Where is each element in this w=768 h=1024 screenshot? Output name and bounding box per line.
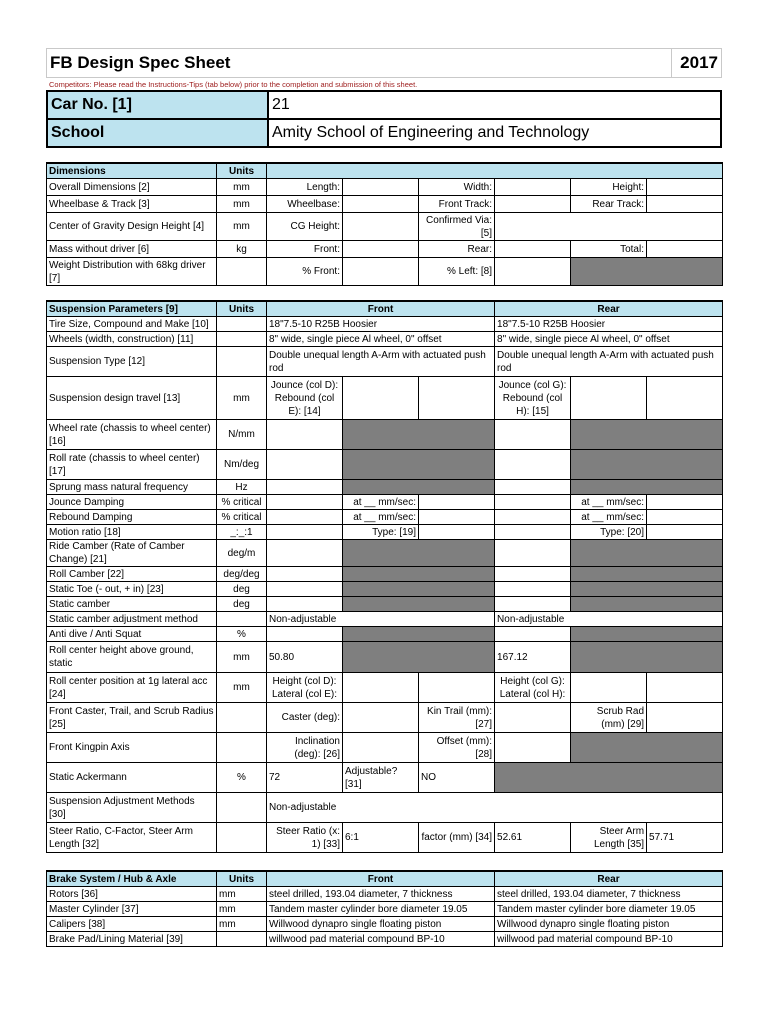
- row-unit: [217, 347, 267, 377]
- table-row: [47, 540, 723, 567]
- row-unit: kg: [217, 241, 267, 258]
- row-unit: mm: [217, 377, 267, 420]
- c-factor-value[interactable]: 52.61: [495, 823, 571, 853]
- row-unit: mm: [217, 902, 267, 917]
- cell-input[interactable]: [495, 582, 571, 597]
- ackermann-value[interactable]: 72: [267, 763, 343, 793]
- front-value[interactable]: Tandem master cylinder bore diameter 19.05: [267, 902, 495, 917]
- row-label: Anti dive / Anti Squat: [47, 627, 217, 642]
- steer-arm-value[interactable]: 57.71: [647, 823, 723, 853]
- cell-input[interactable]: [267, 597, 343, 612]
- row-unit: mm: [217, 196, 267, 213]
- cell-input[interactable]: [647, 196, 723, 213]
- gray-fill: [343, 582, 495, 597]
- cell-label: Front:: [267, 241, 343, 258]
- cell-input[interactable]: [647, 510, 723, 525]
- cell-input[interactable]: [343, 241, 419, 258]
- rear-value[interactable]: steel drilled, 193.04 diameter, 7 thickness: [495, 887, 723, 902]
- front-header: Front: [267, 871, 495, 887]
- table-row: [47, 420, 723, 450]
- rear-header: Rear: [495, 301, 723, 317]
- cell-label: Type: [20]: [571, 525, 647, 540]
- cell-input[interactable]: [495, 213, 723, 241]
- table-row: [47, 733, 723, 763]
- table-row: [47, 932, 723, 947]
- cell-label: Jounce (col D): Rebound (col E): [14]: [267, 377, 343, 420]
- front-value[interactable]: willwood pad material compound BP-10: [267, 932, 495, 947]
- cell-input[interactable]: [343, 213, 419, 241]
- cell-label: at __ mm/sec:: [571, 495, 647, 510]
- school-label: School: [47, 119, 268, 147]
- row-unit: %: [217, 763, 267, 793]
- row-unit: mm: [217, 179, 267, 196]
- row-label: Center of Gravity Design Height [4]: [47, 213, 217, 241]
- front-value[interactable]: Willwood dynapro single floating piston: [267, 917, 495, 932]
- front-value[interactable]: Double unequal length A-Arm with actuated push rod: [267, 347, 495, 377]
- cell-label: Jounce (col G): Rebound (col H): [15]: [495, 377, 571, 420]
- cell-label: Length:: [267, 179, 343, 196]
- cell-input[interactable]: [495, 179, 571, 196]
- table-row: [47, 196, 723, 213]
- table-row: [47, 887, 723, 902]
- cell-label: % Left: [8]: [419, 258, 495, 286]
- row-unit: Nm/deg: [217, 450, 267, 480]
- cell-input[interactable]: [267, 420, 343, 450]
- front-value[interactable]: 50.80: [267, 642, 343, 673]
- row-unit: [217, 823, 267, 853]
- title-bar: [46, 48, 722, 78]
- rear-value[interactable]: 18"7.5-10 R25B Hoosier: [495, 317, 723, 332]
- sheet-year: 2017: [671, 49, 721, 77]
- front-value[interactable]: 18"7.5-10 R25B Hoosier: [267, 317, 495, 332]
- cell-input[interactable]: [495, 703, 571, 733]
- gray-fill: [343, 480, 495, 495]
- sheet-title: FB Design Spec Sheet: [50, 53, 231, 72]
- cell-input[interactable]: [495, 627, 571, 642]
- row-unit: [217, 703, 267, 733]
- table-row: [47, 917, 723, 932]
- suspension-title: Suspension Parameters [9]: [47, 301, 217, 317]
- cell-input[interactable]: [495, 480, 571, 495]
- cell-input[interactable]: [647, 673, 723, 703]
- gray-fill: [495, 763, 723, 793]
- row-label: Front Caster, Trail, and Scrub Radius [25]: [47, 703, 217, 733]
- gray-fill: [571, 258, 723, 286]
- table-row: [47, 567, 723, 582]
- cell-input[interactable]: [495, 525, 571, 540]
- cell-label: at __ mm/sec:: [571, 510, 647, 525]
- row-unit: [217, 793, 267, 823]
- gray-fill: [571, 420, 723, 450]
- table-row: [47, 332, 723, 347]
- rear-value[interactable]: willwood pad material compound BP-10: [495, 932, 723, 947]
- gray-fill: [571, 627, 723, 642]
- cell-input[interactable]: [495, 495, 571, 510]
- row-label: Wheelbase & Track [3]: [47, 196, 217, 213]
- cell-input[interactable]: [571, 377, 647, 420]
- cell-input[interactable]: [343, 733, 419, 763]
- row-unit: % critical: [217, 510, 267, 525]
- adjust-value[interactable]: Non-adjustable: [267, 793, 723, 823]
- row-label: Front Kingpin Axis: [47, 733, 217, 763]
- rear-value[interactable]: Double unequal length A-Arm with actuated push rod: [495, 347, 723, 377]
- cell-input[interactable]: [419, 377, 495, 420]
- cell-input[interactable]: [267, 627, 343, 642]
- row-label: Wheel rate (chassis to wheel center) [16]: [47, 420, 217, 450]
- row-label: Sprung mass natural frequency: [47, 480, 217, 495]
- row-unit: N/mm: [217, 420, 267, 450]
- front-header: Front: [267, 301, 495, 317]
- row-label: Brake Pad/Lining Material [39]: [47, 932, 217, 947]
- row-unit: deg/m: [217, 540, 267, 567]
- rear-value[interactable]: 8" wide, single piece Al wheel, 0" offset: [495, 332, 723, 347]
- row-unit: % critical: [217, 495, 267, 510]
- cell-input[interactable]: [495, 196, 571, 213]
- cell-input[interactable]: [267, 450, 343, 480]
- table-row: [47, 480, 723, 495]
- cell-input[interactable]: [343, 196, 419, 213]
- cell-label: Adjustable? [31]: [343, 763, 419, 793]
- cell-input[interactable]: [495, 258, 571, 286]
- row-label: Rebound Damping: [47, 510, 217, 525]
- row-unit: Hz: [217, 480, 267, 495]
- cell-input[interactable]: [647, 179, 723, 196]
- steer-ratio-value[interactable]: 6:1: [343, 823, 419, 853]
- cell-input[interactable]: [647, 703, 723, 733]
- table-row: [47, 763, 723, 793]
- row-label: Jounce Damping: [47, 495, 217, 510]
- cell-label: Height:: [571, 179, 647, 196]
- cell-label: CG Height:: [267, 213, 343, 241]
- cell-input[interactable]: [647, 525, 723, 540]
- table-row: [47, 179, 723, 196]
- identity-table: [46, 90, 722, 148]
- table-row: [47, 703, 723, 733]
- row-label: Master Cylinder [37]: [47, 902, 217, 917]
- cell-label: Height (col D): Lateral (col E):: [267, 673, 343, 703]
- cell-label: Caster (deg):: [267, 703, 343, 733]
- cell-input[interactable]: [495, 567, 571, 582]
- row-unit: _:_:1: [217, 525, 267, 540]
- row-label: Static camber adjustment method: [47, 612, 217, 627]
- row-unit: [217, 733, 267, 763]
- table-row: [47, 793, 723, 823]
- table-row: [47, 213, 723, 241]
- row-label: Calipers [38]: [47, 917, 217, 932]
- cell-input[interactable]: [267, 582, 343, 597]
- units-header: Units: [217, 301, 267, 317]
- table-row: [47, 902, 723, 917]
- gray-fill: [343, 540, 495, 567]
- instructions-note: Competitors: Please read the Instructions-Tips (tab below) prior to the completion and submission of this sheet.: [49, 80, 418, 89]
- row-unit: [217, 258, 267, 286]
- table-row: [47, 510, 723, 525]
- row-unit: deg/deg: [217, 567, 267, 582]
- row-label: Static camber: [47, 597, 217, 612]
- gray-fill: [571, 582, 723, 597]
- cell-input[interactable]: [267, 540, 343, 567]
- rear-value[interactable]: Tandem master cylinder bore diameter 19.05: [495, 902, 723, 917]
- row-unit: %: [217, 627, 267, 642]
- car-value[interactable]: 21: [268, 91, 721, 119]
- cell-label: Height (col G): Lateral (col H):: [495, 673, 571, 703]
- row-label: Motion ratio [18]: [47, 525, 217, 540]
- cell-label: % Front:: [267, 258, 343, 286]
- suspension-header: [47, 301, 723, 317]
- suspension-table: [46, 300, 723, 853]
- cell-input[interactable]: [647, 377, 723, 420]
- front-value[interactable]: 8" wide, single piece Al wheel, 0" offset: [267, 332, 495, 347]
- cell-label: Inclination (deg): [26]: [267, 733, 343, 763]
- front-value[interactable]: Non-adjustable: [267, 612, 495, 627]
- row-unit: mm: [217, 673, 267, 703]
- cell-label: Width:: [419, 179, 495, 196]
- gray-fill: [571, 567, 723, 582]
- table-row: [47, 597, 723, 612]
- row-unit: mm: [217, 642, 267, 673]
- cell-input[interactable]: [267, 495, 343, 510]
- rear-value[interactable]: Non-adjustable: [495, 612, 723, 627]
- table-row: [47, 317, 723, 332]
- table-row: [47, 673, 723, 703]
- cell-input[interactable]: [267, 567, 343, 582]
- gray-fill: [571, 733, 723, 763]
- row-label: Static Ackermann: [47, 763, 217, 793]
- sheet-header: [46, 48, 722, 91]
- gray-fill: [343, 420, 495, 450]
- row-label: Overall Dimensions [2]: [47, 179, 217, 196]
- table-row: [47, 525, 723, 540]
- cell-label: Wheelbase:: [267, 196, 343, 213]
- table-row: [47, 347, 723, 377]
- row-unit: [217, 317, 267, 332]
- cell-input[interactable]: [495, 510, 571, 525]
- cell-input[interactable]: [267, 510, 343, 525]
- cell-label: Rear:: [419, 241, 495, 258]
- gray-fill: [571, 642, 723, 673]
- table-row: [47, 450, 723, 480]
- gray-fill: [343, 642, 495, 673]
- row-label: Tire Size, Compound and Make [10]: [47, 317, 217, 332]
- units-header: Units: [217, 871, 267, 887]
- cell-input[interactable]: [419, 495, 495, 510]
- cell-input[interactable]: [495, 420, 571, 450]
- cell-input[interactable]: [343, 673, 419, 703]
- row-label: Ride Camber (Rate of Camber Change) [21]: [47, 540, 217, 567]
- gray-fill: [571, 480, 723, 495]
- table-row: [47, 495, 723, 510]
- gray-fill: [343, 450, 495, 480]
- school-value[interactable]: Amity School of Engineering and Technology: [268, 119, 721, 147]
- cell-label: Steer Arm Length [35]: [571, 823, 647, 853]
- brakes-header: [47, 871, 723, 887]
- table-row: [47, 627, 723, 642]
- row-label: Wheels (width, construction) [11]: [47, 332, 217, 347]
- cell-input[interactable]: [343, 258, 419, 286]
- front-value[interactable]: steel drilled, 193.04 diameter, 7 thickness: [267, 887, 495, 902]
- dimensions-title: Dimensions: [47, 163, 217, 179]
- rear-value[interactable]: Willwood dynapro single floating piston: [495, 917, 723, 932]
- row-label: Roll center position at 1g lateral acc [24]: [47, 673, 217, 703]
- cell-input[interactable]: [343, 703, 419, 733]
- cell-input[interactable]: [419, 525, 495, 540]
- cell-input[interactable]: [419, 673, 495, 703]
- cell-label: Type: [19]: [343, 525, 419, 540]
- dimensions-header: [47, 163, 723, 179]
- table-row: [47, 642, 723, 673]
- adjustable-value[interactable]: NO: [419, 763, 495, 793]
- row-unit: mm: [217, 917, 267, 932]
- cell-input[interactable]: [495, 241, 571, 258]
- row-unit: [217, 612, 267, 627]
- brakes-table: [46, 870, 723, 947]
- table-row: [47, 377, 723, 420]
- row-label: Roll rate (chassis to wheel center) [17]: [47, 450, 217, 480]
- row-unit: [217, 332, 267, 347]
- cell-label: at __ mm/sec:: [343, 495, 419, 510]
- row-unit: deg: [217, 597, 267, 612]
- rear-value[interactable]: 167.12: [495, 642, 571, 673]
- header-fill: [267, 163, 723, 179]
- gray-fill: [571, 597, 723, 612]
- row-label: Suspension design travel [13]: [47, 377, 217, 420]
- row-label: Roll center height above ground, static: [47, 642, 217, 673]
- cell-input[interactable]: [495, 733, 571, 763]
- gray-fill: [343, 627, 495, 642]
- row-label: Steer Ratio, C-Factor, Steer Arm Length [32]: [47, 823, 217, 853]
- row-label: Rotors [36]: [47, 887, 217, 902]
- row-unit: [217, 932, 267, 947]
- table-row: [47, 241, 723, 258]
- cell-label: Front Track:: [419, 196, 495, 213]
- dimensions-table: [46, 162, 723, 286]
- cell-label: Kin Trail (mm): [27]: [419, 703, 495, 733]
- cell-input[interactable]: [571, 673, 647, 703]
- cell-input[interactable]: [495, 450, 571, 480]
- cell-label: Rear Track:: [571, 196, 647, 213]
- row-label: Suspension Type [12]: [47, 347, 217, 377]
- cell-input[interactable]: [647, 495, 723, 510]
- gray-fill: [571, 540, 723, 567]
- car-label: Car No. [1]: [47, 91, 268, 119]
- table-row: [47, 823, 723, 853]
- row-label: Suspension Adjustment Methods [30]: [47, 793, 217, 823]
- row-unit: mm: [217, 213, 267, 241]
- row-unit: deg: [217, 582, 267, 597]
- cell-input[interactable]: [267, 480, 343, 495]
- cell-label: factor (mm) [34]: [419, 823, 495, 853]
- table-row: [47, 258, 723, 286]
- table-row: [47, 582, 723, 597]
- cell-label: Total:: [571, 241, 647, 258]
- table-row: [47, 612, 723, 627]
- cell-input[interactable]: [647, 241, 723, 258]
- row-label: Static Toe (- out, + in) [23]: [47, 582, 217, 597]
- row-unit: mm: [217, 887, 267, 902]
- cell-input[interactable]: [343, 377, 419, 420]
- rear-header: Rear: [495, 871, 723, 887]
- cell-label: Confirmed Via: [5]: [419, 213, 495, 241]
- row-label: Weight Distribution with 68kg driver [7]: [47, 258, 217, 286]
- gray-fill: [343, 567, 495, 582]
- cell-label: Steer Ratio (x: 1) [33]: [267, 823, 343, 853]
- car-row: [47, 91, 721, 119]
- cell-input[interactable]: [495, 597, 571, 612]
- cell-input[interactable]: [419, 510, 495, 525]
- gray-fill: [343, 597, 495, 612]
- school-row: [47, 119, 721, 147]
- cell-label: Scrub Rad (mm) [29]: [571, 703, 647, 733]
- cell-input[interactable]: [267, 525, 343, 540]
- units-header: Units: [217, 163, 267, 179]
- row-label: Mass without driver [6]: [47, 241, 217, 258]
- brakes-title: Brake System / Hub & Axle: [47, 871, 217, 887]
- row-label: Roll Camber [22]: [47, 567, 217, 582]
- gray-fill: [571, 450, 723, 480]
- cell-input[interactable]: [495, 540, 571, 567]
- cell-label: Offset (mm): [28]: [419, 733, 495, 763]
- cell-label: at __ mm/sec:: [343, 510, 419, 525]
- cell-input[interactable]: [343, 179, 419, 196]
